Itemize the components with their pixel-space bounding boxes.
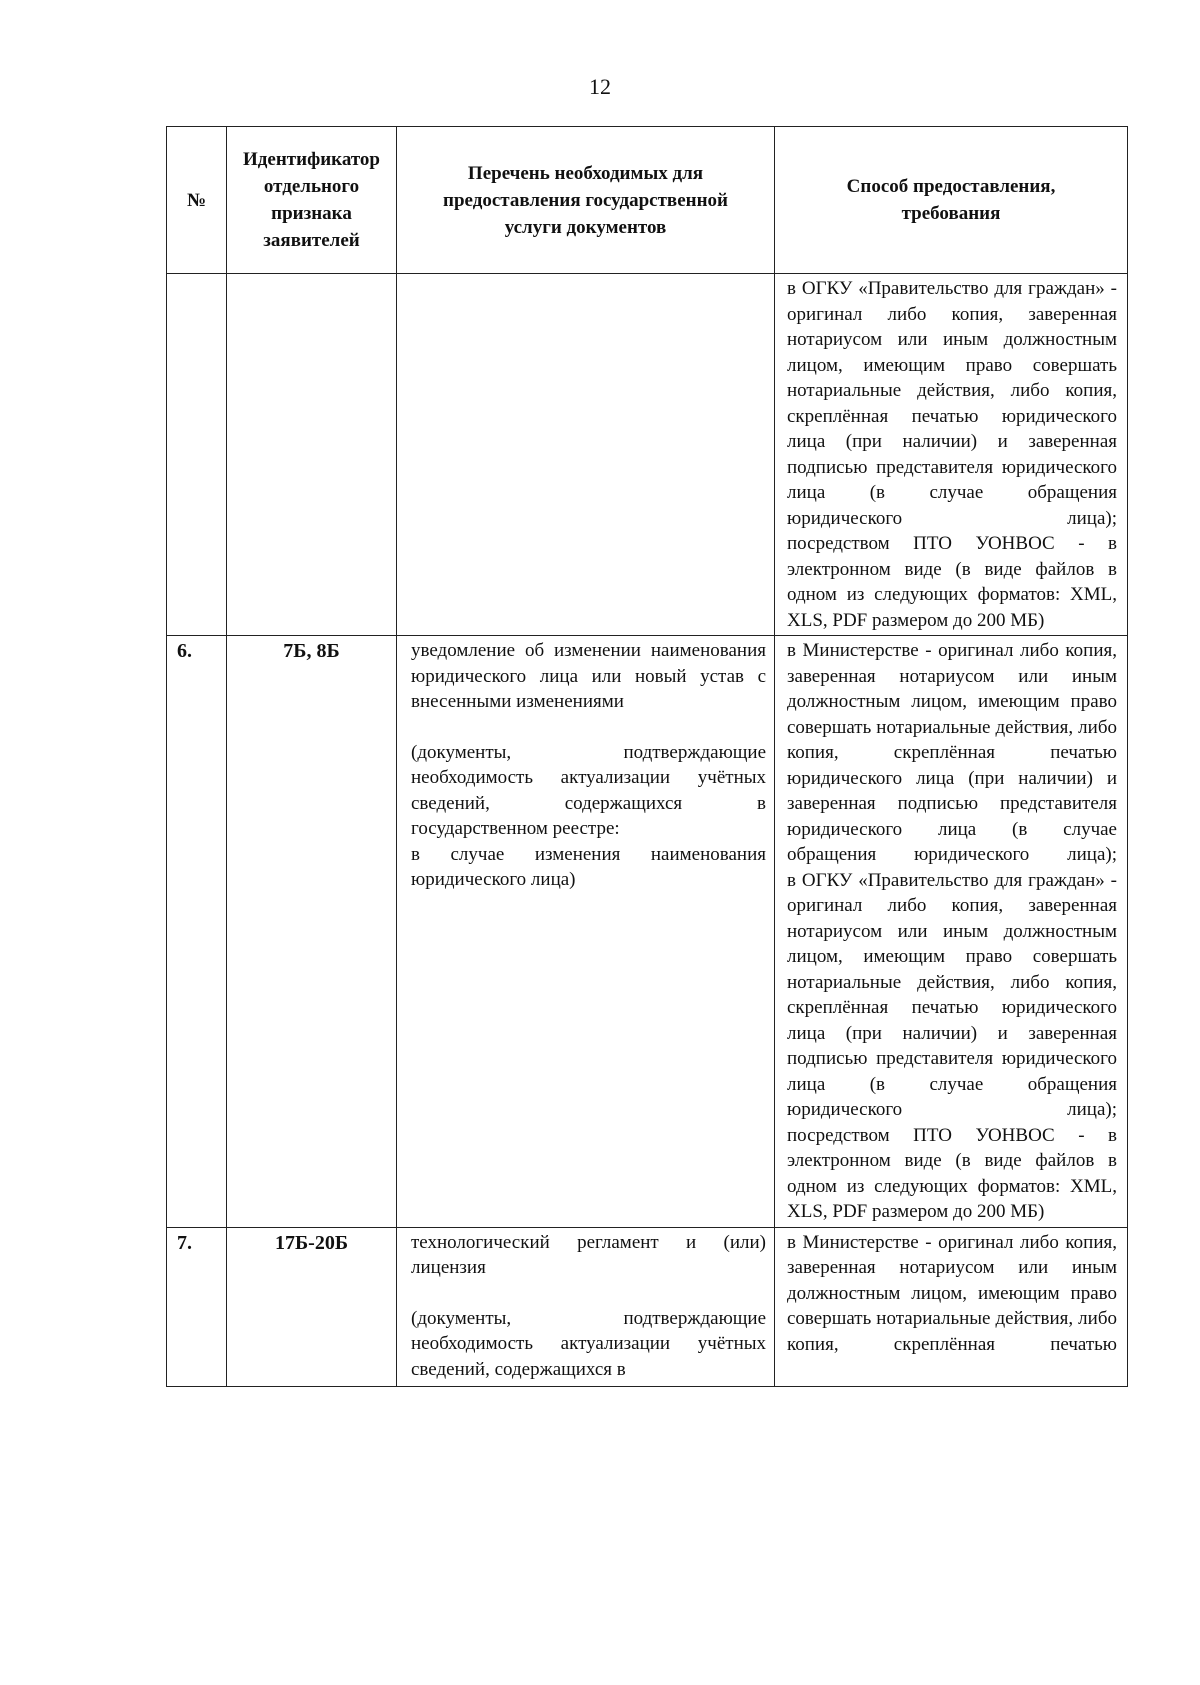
- table-header-row: [167, 127, 1128, 274]
- page-number: 12: [589, 74, 611, 99]
- row-documents: [397, 636, 775, 1228]
- row-method: [775, 1227, 1128, 1387]
- header-method: Способ предоставления, требования: [775, 127, 1128, 274]
- header-identifier: Идентификатор отдельного признака заявителей: [227, 127, 397, 274]
- documents-paragraph: уведомление об изменении наименования юридического лица или новый устав с внесенными изменениями: [411, 640, 766, 712]
- method-paragraph: посредством ПТО УОНВОС - в электронном виде (в виде файлов в одном из следующих форматов: XML, XLS, PDF размером до 200 МБ): [787, 533, 1117, 631]
- documents-table: [166, 126, 1128, 1387]
- method-paragraph: в Министерстве - оригинал либо копия, заверенная нотариусом или иным должностным лицом, имеющим право совершать нотариальные действия, либо копия, скреплённая печатью: [787, 1231, 1117, 1355]
- documents-paragraph: технологический регламент и (или) лицензия: [411, 1231, 766, 1278]
- header-num: №: [167, 127, 227, 274]
- row-identifier: 7Б, 8Б: [227, 636, 397, 1228]
- method-paragraph: в ОГКУ «Правительство для граждан» - оригинал либо копия, заверенная нотариусом или иным должностным лицом, имеющим право совершать нотариальные действия, либо копия, скреплённая печатью юридического лица (при наличии) и заверенная подписью представителя юридического лица (в случае обращения юридического лица);: [787, 278, 1117, 529]
- table-row: [167, 274, 1128, 636]
- row-number: 6.: [167, 636, 227, 1228]
- table-row: [167, 1227, 1128, 1387]
- row-identifier: [227, 274, 397, 636]
- row-documents: [397, 1227, 775, 1387]
- row-number: [167, 274, 227, 636]
- method-paragraph: посредством ПТО УОНВОС - в электронном виде (в виде файлов в одном из следующих форматов: XML, XLS, PDF размером до 200 МБ): [787, 1124, 1117, 1222]
- table-row: [167, 636, 1128, 1228]
- documents-paragraph: в случае изменения наименования юридического лица): [411, 843, 766, 890]
- row-identifier: 17Б-20Б: [227, 1227, 397, 1387]
- row-method: [775, 636, 1128, 1228]
- method-paragraph: в ОГКУ «Правительство для граждан» - оригинал либо копия, заверенная нотариусом или иным должностным лицом, имеющим право совершать нотариальные действия, либо копия, скреплённая печатью юридического лица (при наличии) и заверенная подписью представителя юридического лица (в случае обращения юридического лица);: [787, 869, 1117, 1120]
- row-number: 7.: [167, 1227, 227, 1387]
- documents-paragraph: (документы, подтверждающие необходимость актуализации учётных сведений, содержащихся в государственном реестре:: [411, 741, 766, 839]
- documents-paragraph: (документы, подтверждающие необходимость актуализации учётных сведений, содержащихся в: [411, 1307, 766, 1380]
- header-documents: Перечень необходимых для предоставления государственной услуги документов: [397, 127, 775, 274]
- row-method: [775, 274, 1128, 636]
- method-paragraph: в Министерстве - оригинал либо копия, заверенная нотариусом или иным должностным лицом, имеющим право совершать нотариальные действия, либо копия, скреплённая печатью юридического лица (при наличии) и заверенная подписью представителя юридического лица (в случае обращения юридического лица);: [787, 640, 1117, 865]
- row-documents: [397, 274, 775, 636]
